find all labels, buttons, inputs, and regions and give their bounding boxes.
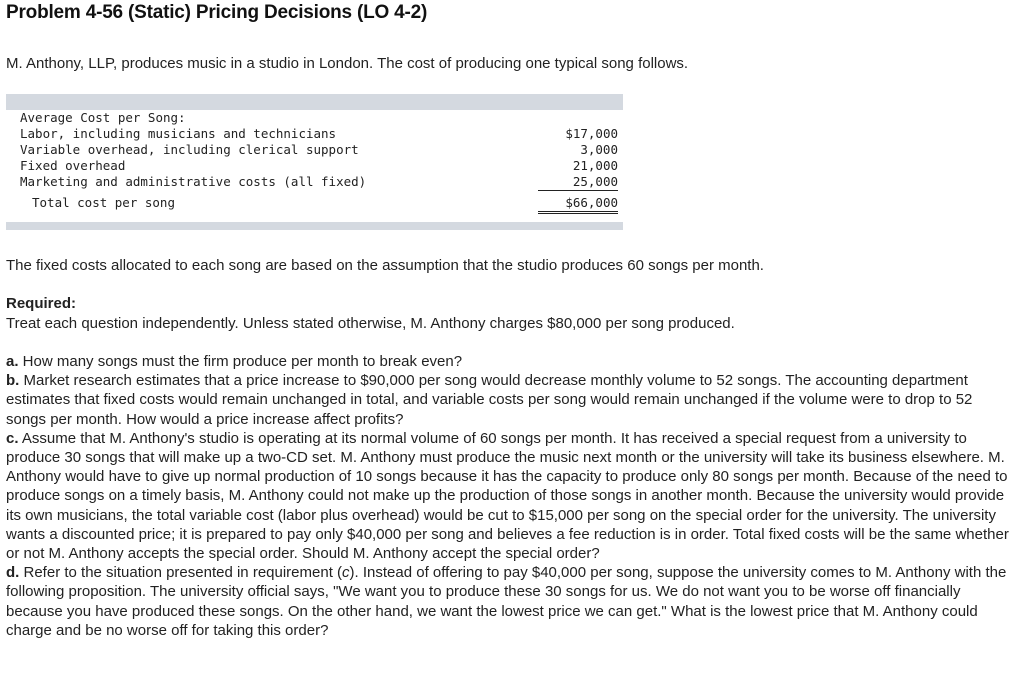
- question-b: [6, 371, 1011, 429]
- required-text: Treat each question independently. Unless stated otherwise, M. Anthony charges $80,000 per song produced.: [6, 315, 735, 332]
- question-text: Assume that M. Anthony's studio is operating at its normal volume of 60 songs per month. It has received a special request from a university to produce 30 songs that will make up a two-CD set. M. Anthony must produce the music next month or the university will take its business elsewhere. M. Anthony would have to give up normal production of 10 songs because it has the capacity to produce only 80 songs per month. Because of the need to produce songs on a timely basis, M. Anthony could not make up the production of those songs in another month. Because the university would provide its own musicians, the total variable cost (labor plus overhead) would be cut to $15,000 per song on the special order for the university. The university wants a discounted price; it is prepared to pay only $40,000 per song and believes a fee reduction is in order. Total fixed costs will be the same whether or not M. Anthony accepts the special order. Should M. Anthony accept the special order?: [6, 429, 1009, 563]
- problem-title: Problem 4-56 (Static) Pricing Decisions (LO 4-2): [6, 2, 428, 23]
- row-label: Labor, including musicians and technicians: [20, 126, 337, 141]
- required-label: Required:: [6, 295, 77, 312]
- question-text: Market research estimates that a price increase to $90,000 per song would decrease monthly volume to 52 songs. The accounting department estimates that fixed costs would remain unchanged in total, and variable costs per song would remain unchanged if the volume were to drop to 52 songs per month. How would a price increase affect profits?: [6, 372, 973, 428]
- question-letter: b.: [6, 372, 20, 390]
- row-amount: $17,000: [565, 126, 618, 141]
- question-d: [6, 563, 1011, 640]
- question-text-end: ). Instead of offering to pay $40,000 per song, suppose the university comes to M. Anthony with the following proposition. The university official says, "We want you to produce these 30 songs for us. We do not want you to be worse off financially because you have produced these songs. On the other hand, we want the lowest price we can get." What is the lowest price that M. Anthony could charge and be no worse off for taking this order?: [6, 564, 1007, 639]
- question-text: How many songs must the firm produce per month to break even?: [18, 353, 463, 370]
- requirement-reference: c: [342, 564, 350, 582]
- table-bottom-band: [6, 222, 623, 230]
- intro-text: M. Anthony, LLP, produces music in a studio in London. The cost of producing one typical song follows.: [6, 55, 689, 72]
- cost-table: [6, 94, 623, 232]
- question-c: [6, 429, 1011, 563]
- fixed-cost-note: The fixed costs allocated to each song are based on the assumption that the studio produces 60 songs per month.: [6, 257, 764, 274]
- row-amount: 3,000: [580, 142, 618, 157]
- total-amount: $66,000: [538, 195, 618, 214]
- required-heading: [6, 294, 1011, 313]
- row-label: Marketing and administrative costs (all fixed): [20, 174, 367, 189]
- row-amount: 21,000: [572, 158, 618, 173]
- row-amount: 25,000: [538, 174, 618, 191]
- total-label: Total cost per song: [32, 195, 175, 210]
- question-letter: d.: [6, 564, 20, 582]
- question-text-start: Refer to the situation presented in requirement (: [19, 564, 343, 582]
- questions-block: [6, 352, 1011, 640]
- question-letter: a.: [6, 353, 19, 370]
- row-label: Fixed overhead: [20, 158, 126, 173]
- table-top-band: [6, 94, 623, 110]
- question-letter: c.: [6, 429, 19, 447]
- table-heading: Average Cost per Song:: [20, 110, 186, 125]
- question-a: [6, 352, 1011, 371]
- row-label: Variable overhead, including clerical support: [20, 142, 359, 157]
